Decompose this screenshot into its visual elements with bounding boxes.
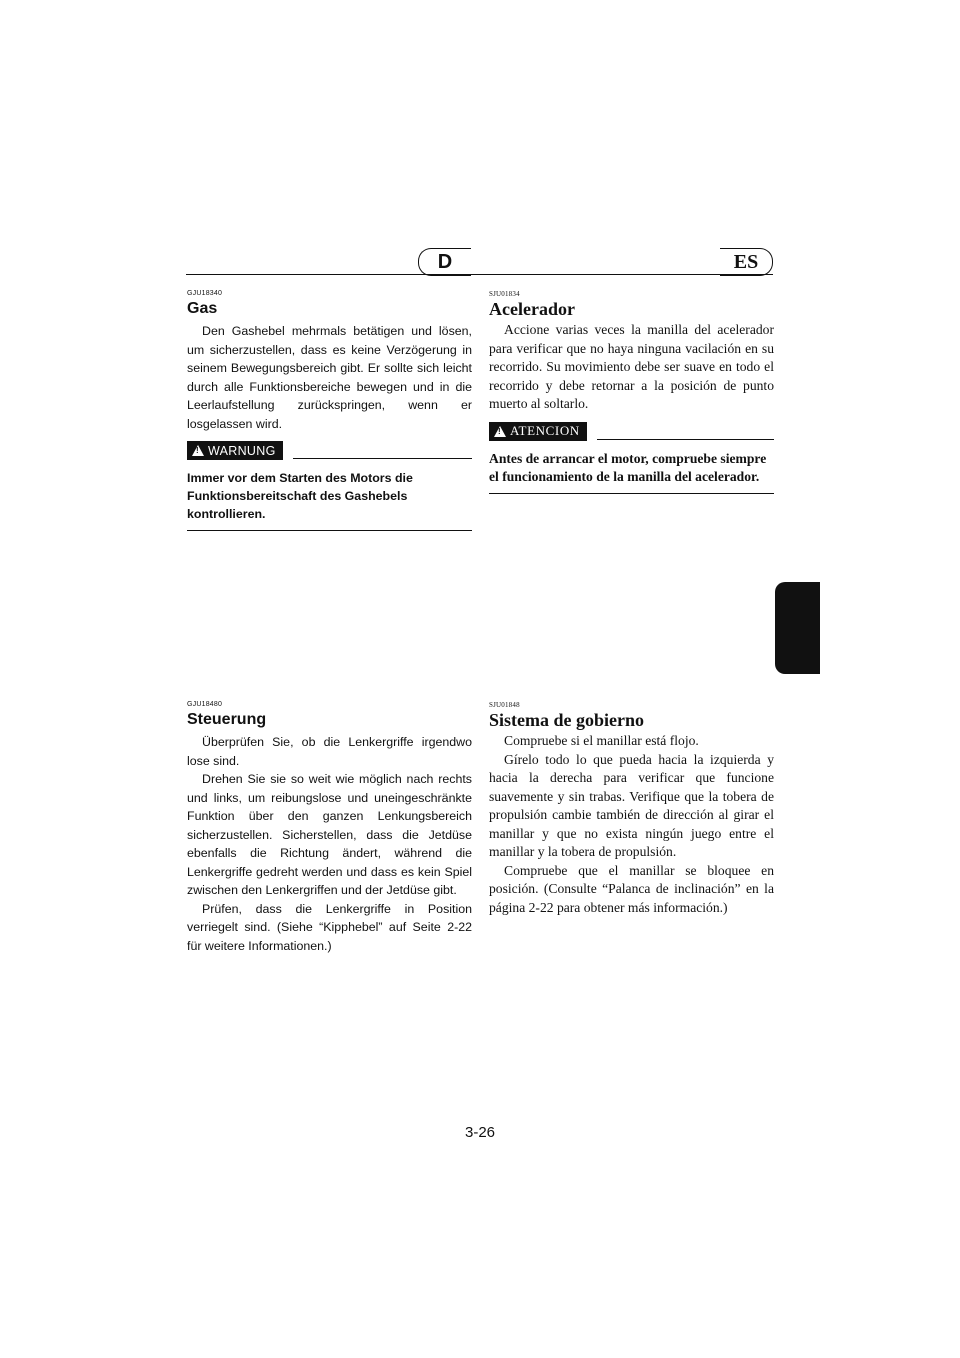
section-title: Gas: [187, 300, 218, 317]
section-paragraph: Prüfen, dass die Lenkergriffe in Position verriegelt sind. (Siehe “Kipphebel” auf Seite 2-22 für weitere Informationen.): [187, 901, 472, 953]
language-badge-de: D: [418, 248, 471, 276]
warning-rule: [293, 458, 472, 459]
warning-tag: [489, 422, 587, 441]
warning-header: [187, 441, 472, 460]
warning-triangle-icon: [192, 445, 204, 456]
header-rule: [186, 274, 773, 275]
warning-header: [489, 422, 774, 441]
section-paragraph: Drehen Sie sie so weit wie möglich nach rechts und links, um reibungslose und uneingeschränkte Funktion über den ganzen Lenkungsbereich sicherzustellen. Sicherstellen, dass die Jetdüse ebenfalls die Richtung ändert, während die Lenkergriffe gedreht werden und dass es kein Spiel zwischen den Lenkergriffen und der Jetdüse gibt.: [187, 772, 472, 897]
section-code: GJU18340: [187, 290, 223, 297]
section-code: SJU01834: [489, 290, 520, 298]
warning-tag: [187, 441, 283, 460]
warning-text: Immer vor dem Starten des Motors die Funktionsbereitschaft des Gashebels kontrollieren.: [187, 469, 472, 531]
warning-text: Antes de arrancar el motor, compruebe siempre el funcionamiento de la manilla del acelerador.: [489, 450, 774, 494]
section-de-gas: [187, 289, 472, 531]
section-code: GJU18480: [187, 701, 223, 708]
section-paragraph: Überprüfen Sie, ob die Lenkergriffe irgendwo lose sind.: [187, 735, 472, 768]
warning-label: WARNUNG: [208, 443, 276, 458]
warning-triangle-icon: [494, 426, 506, 437]
section-title: Sistema de gobierno: [489, 710, 644, 730]
section-paragraph: Compruebe que el manillar se bloquee en posición. (Consulte “Palanca de inclinación” en la página 2-22 para obtener más información.): [489, 862, 774, 915]
section-title: Acelerador: [489, 299, 575, 319]
section-paragraph: Gírelo todo lo que pueda hacia la izquierda y hacia la derecha para verificar que funcione suavemente y sin trabas. Verifique que la tobera de propulsión cambie también de dirección al girar el manillar y que no exista ningún juego entre el manillar y la tobera de propulsión.: [489, 751, 774, 859]
section-body: Accione varias veces la manilla del acelerador para verificar que no haya ninguna vacilación en su recorrido. Su movimiento debe ser suave en todo el recorrido y debe retornar a la posición de punto muerto al soltarlo.: [489, 322, 774, 411]
section-body: Den Gashebel mehrmals betätigen und lösen, um sicherzustellen, dass es keine Verzögerung in seinem Bewegungsbereich gibt. Er sollte sich leicht durch alle Funktionsbereiche bewegen und in die Leerlaufstellung zurückspringen, wenn er losgelassen wird.: [187, 324, 472, 431]
warning-rule: [597, 439, 774, 440]
section-code: SJU01848: [489, 701, 520, 709]
section-es-steering: [489, 700, 774, 917]
language-badge-es: ES: [720, 248, 773, 276]
chapter-tab: [775, 582, 820, 674]
section-title: Steuerung: [187, 711, 267, 728]
section-de-steering: [187, 700, 472, 955]
page-number: 3-26: [464, 1124, 496, 1141]
warning-label: ATENCION: [510, 423, 580, 438]
section-es-throttle: [489, 289, 774, 494]
section-paragraph: Compruebe si el manillar está flojo.: [504, 733, 699, 748]
